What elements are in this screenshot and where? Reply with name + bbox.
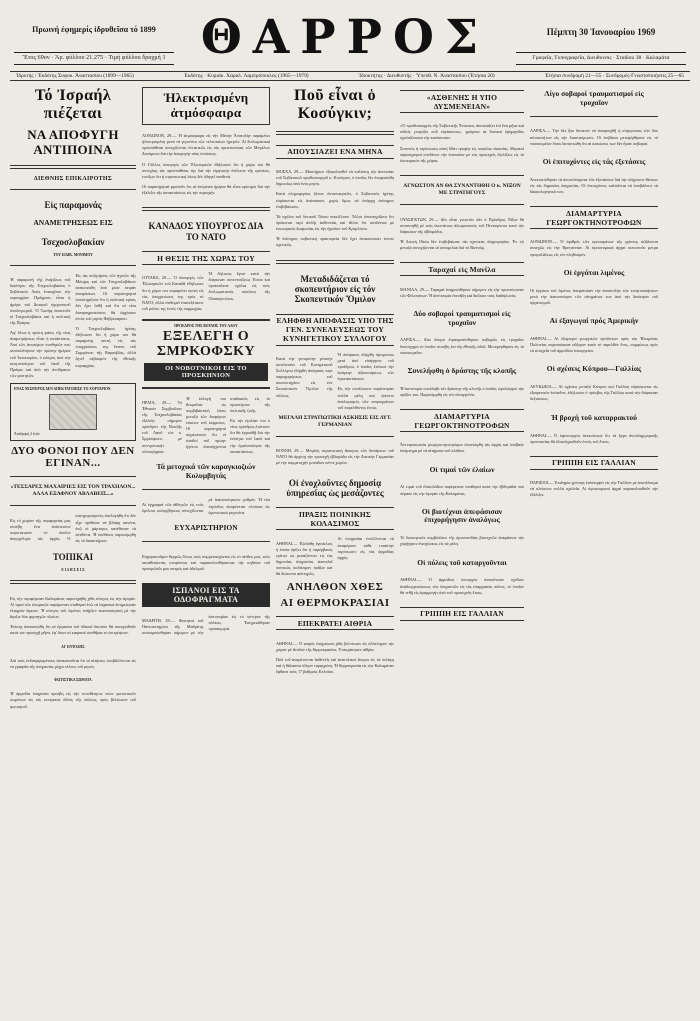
- headline-spaniards-barricades: ΙΣΠΑΝΟΙ ΕΙΣ ΤΑ ΟΔΟΦΡΑΓΜΑΤΑ: [142, 583, 270, 607]
- article-body-exports: [530, 332, 658, 359]
- article-body-czech: [10, 273, 136, 379]
- paragraph: Ἀντιπροσωπεία γεωργοκτηνοτρόφων ἐπεσκέφθη τάς ἀρχάς καί ὑπέβαλε ὑπόμνημα μέ τά αἰτήματα τοῦ κλάδου.: [400, 442, 524, 454]
- headline-nixon-generals: ΑΓΝΩΣΤΟΝ ΑΝ ΘΑ ΣΥΝΑΝΤΗΘΗ Ο κ. ΝΙΞΟΝ ΜΕ ΣΤΡΑΤΗΓΟΥΣ: [403, 183, 521, 197]
- paragraph: ΑΘΗΝΑΙ.— Ὁ ἁρμόδιος ὑπουργός ἀνεκοίνωσε σχέδιον ἀναδιοργανώσεως τῶν ὑπηρεσιῶν εἰς τάς ἐπαρχιακάς πόλεις, τό ὁποῖον θά τεθῇ εἰς ἐφαρμογήν ἀπό τοῦ προσεχοῦς ἔτους.: [400, 577, 524, 595]
- article-body-shooting-range: [276, 352, 394, 411]
- masthead-right: [516, 26, 686, 65]
- headline-olive-oil-prices: Οἱ τιμαί τῶν ἐλαίων: [429, 464, 495, 474]
- article-body-farmers: [400, 438, 524, 459]
- column-2: [142, 87, 270, 1001]
- paragraph: Ἡ δήλωσις ἔγινε κατά τήν διάρκειαν συνεντεύξεως Τύπου καί προεκάλεσε σχόλια εἰς τούς διπλωματικούς κύκλους τῆς Οὐασιγκτῶνος.: [208, 271, 270, 301]
- paragraph: Τά σχόλια τοῦ δυτικοῦ Τύπου ποικίλλουν. Ἄλλοι ὑποστηρίζουν ὅτι πρόκειται περί ἁπλῆς ἀσθενείας καί ἄλλοι ὅτι συνδέεται μέ ἐσωτερικάς διαφωνίας εἰς τήν ἡγεσίαν τοῦ Κρεμλίνου.: [276, 213, 394, 232]
- headline-minor-injuries: Λίγο σοβαροί τραυματισμοί εἰς τροχαῖον: [544, 89, 644, 107]
- paragraph: Οἱ ἐργάται τοῦ λιμένος ἀπεφάσισαν τήν ἀναστολήν τῶν κινητοποιήσεων μετά τήν ἱκανοποίησιν τῶν αἰτημάτων των ἀπό τήν διοίκησιν τοῦ ὀργανισμοῦ.: [530, 287, 658, 305]
- paragraph: ΜΑΝΙΛΑ, 29.— Ταραχαί ἐσημειώθησαν σήμερον εἰς τήν πρωτεύουσαν τῶν Φιλιππίνων. Ἡ ἀστυνομία ἐπενέβη καί διέλυσε τούς διαδηλωτάς.: [400, 286, 524, 298]
- paragraph: Ἡ ἀστυνομία συνέλαβε τόν δράστην τῆς κλοπῆς ὁ ὁποῖος ὡμολόγησε τήν πρᾶξιν του. Παρεπέμφθη εἰς τόν εἰσαγγελέα.: [400, 385, 524, 397]
- paragraph: ΑΘΗΝΑΙ.— Ὁ ὑφυπουργός ἀνεκοίνωσε ὅτι τά ἔργα ἀντιπλημμυρικῆς προστασίας θά ὁλοκληρωθοῦν ἐντός τοῦ ἔτους.: [530, 432, 658, 444]
- paragraph: Ἡ ἐκλογή του θεωρεῖται ὡς συμβιβαστική λύσις μεταξύ τῶν διαφόρων τάσεων τοῦ κόμματος. Οἱ παρατηρηταί σημειώνουν ὅτι οἱ ὀπαδοί τοῦ πρώην ἡγέτου ἐπανέρχονται σταδιακῶς εἰς τό προσκήνιον τῆς πολιτικῆς ζωῆς.: [186, 395, 270, 450]
- headline-middlemen: Οἱ ἐνοχλοῦντες δημοσίᾳ ὑπηρεσίας ὡς μεσάζοντες: [286, 477, 384, 499]
- article-body-exam-results: [530, 173, 658, 200]
- paragraph: ΠΡΑΓΑ, 29.— Τό Ἐθνικόν Συμβούλιον τῆς Τσεχοσλοβακίας ἐξέλεξε σήμερον πρόεδρον τῆς Βουλῆς τοῦ Λαοῦ τόν κ. Σμρκόφσκυ, μέ συντριπτικήν πλειοψηφίαν.: [142, 399, 182, 454]
- headline-kosygin: Ποῦ εἶναι ὁ Κοσύγκιν;: [294, 87, 376, 123]
- paragraph: Τό διοικητικόν συμβούλιον τῆς ὁμοσπονδίας βιοτεχνῶν ἀπεφάσισε τήν χορήγησιν ἐνισχύσεως εἰς τά μέλη.: [400, 535, 524, 547]
- subhead-absent-one-month: ΑΠΟΥΣΙΑΖΕΙ ΕΝΑ ΜΗΝΑ: [276, 145, 394, 159]
- paragraph: Ἡ παραμονή τῆς ἐνάρξεως τοῦ διαλόγου τῆς Τσεχοσλοβακίας ὁ Σοβιετικός Λαός ἐπιταχύνει τήν κυριαρχίαν. Πράγματι, εἶναι ἡ ἡμέρα τοῦ Δυτικοῦ ἡγεμονικοῦ ὑπολογισμοῦ. Ὁ Ἰωσήφ ἀπαντοῦν οἱ Τσεχοσλοβάκοι καί ἡ πολιτική τῆς Πράγας.: [10, 277, 71, 325]
- article-body-manila: [400, 282, 524, 303]
- paragraph: ΟΤΤΑΒΑ, 29.— Ὁ ὑπουργός τῶν Ἐξωτερικῶν τοῦ Καναδᾶ ἐδήλωσεν ὅτι ἡ χώρα του παραμένει πιστή εἰς τάς ὑποχρεώσεις της πρός τό ΝΑΤΟ, ἀλλά ἐπιθυμεῖ ἐπανεξέτασιν τοῦ ρόλου της ἐντός τῆς συμμαχίας.: [142, 275, 204, 311]
- headline-manila-riots: Ταραχαί εἰς Μανίλα: [400, 262, 524, 276]
- section-international: ΔΙΕΘΝΗΣ ΕΠΙΚΑΙΡΟΤΗΣ: [33, 175, 113, 182]
- paragraph: ΟΥΑΣΙΓΚΤΩΝ, 29.— Δέν εἶναι γνωστόν ἐάν ὁ Πρόεδρος Νίξον θά συναντηθῇ μέ τούς ἀνωτάτους ἀξιωματικούς τοῦ Πενταγώνου κατά τήν διάρκειαν τῆς ἑβδομάδος.: [400, 216, 524, 234]
- article-body-swimmers: [142, 497, 270, 516]
- ad-stamp-image: [49, 394, 97, 430]
- paragraph: Ἀφ' ὅλων ἡ πρώτη φάσις τῆς νέας ἀναμετρήσεως εἶναι ἡ κατάστασις. Ἀπό τῶν ἀνωτέρων συνθηκῶν πού συνεκλόνησαν τήν πρώτην ἡμέραν τοῦ Ἰανουαρίου, ὁ κόσμος ἀπό τήν κινητοποίησιν τοῦ λαοῦ τῆς Πράγας καί ἀπό τήν ἀντίδρασιν τῶν φοιτητῶν.: [10, 330, 71, 378]
- paragraph: ΜΟΣΧΑ, 29.— Μυστήριον ἐξακολουθεῖ νά καλύπτῃ τήν ἀπουσίαν τοῦ Σοβιετικοῦ πρωθυπουργοῦ κ. Κοσύγκιν, ὁ ὁποῖος δέν ἐνεφανίσθη δημοσίως ἀπό ἑνός μηνός.: [276, 168, 394, 187]
- paragraph: Εἰς τάς συζητήσεις τῶν ἡγετῶν τῆς Μόσχας καί τῶν Τσεχοσλοβάκων ἀνεκοινώθη ἀπό μίαν σειράν ἀποφάσεων. Οἱ παρατηρηταί ὑποστηρίζουν ὅτι ἡ πολιτική κρίσις δέν ἔχει λυθῆ καί ὅτι αἱ νέαι διαπραγματεύσεις θά ἀρχίσουν ἐντός τοῦ μηνός Φεβρουαρίου.: [75, 273, 136, 321]
- headline-electrified: Ἠλεκτρισμένη: [163, 90, 249, 105]
- headline-smrkovsky: ΕΞΕΛΕΓΗ Ο ΣΜΡΚΟΦΣΚΥ: [156, 328, 256, 360]
- headline-atmosphere: ἀτμόσφαιρα: [170, 104, 242, 120]
- paragraph: Εἰς τήν ὁμιλίαν του ὁ νέος πρόεδρος ἐτόνισεν ὅτι θά ἐργασθῇ διά τήν ἑνότητα τοῦ λαοῦ καί τήν ὁμαλοποίησιν τῆς καταστάσεως.: [230, 418, 270, 454]
- headline-farmers-protest-2: ΔΙΑΜΑΡΤΥΡΙΑ ΓΕΩΡΓΟΚΤΗΝΟΤΡΟΦΩΝ: [530, 206, 658, 229]
- founded-line: Πρωινή ἐφημερίς ἱδρυθεῖσα τό 1899: [32, 25, 156, 35]
- article-body-britain-flu: [530, 235, 658, 262]
- heading-thanks-notice: ΕΥΧΑΡΙΣΤΗΡΙΟΝ: [174, 522, 238, 532]
- article-body-smrkovsky: [142, 396, 270, 456]
- paragraph: Εἰς τήν περιφέρειαν Καλαμάτας παρετηρήθη χθές κίνησις εἰς τήν ἀγοράν. Αἱ τιμαί τῶν ὀπωρικῶν παρέμειναν σταθεραί ἐνῷ τά λαχανικά ἐσημείωσαν ἐλαφράν ὕφεσιν. Ἡ κίνησις τοῦ λιμένος ὑπῆρξεν ἱκανοποιητική μέ τήν ἄφιξιν δύο φορτηγῶν πλοίων.: [10, 595, 136, 619]
- byline: ΤΟΥ ΕΙΔΙΚ. ΜΟΝΙΜΟΥ: [53, 252, 93, 257]
- article-body-olive-oil: [400, 480, 524, 501]
- paragraph: ΜΑΔΡΙΤΗ, 29.— Φοιτηταί τοῦ Πανεπιστημίου τῆς Μαδρίτης συνεκρούσθησαν σήμερον μέ τήν ἀστυνομίαν εἰς τό κέντρον τῆς πόλεως. Ἐσημειώθησαν προσαγωγαί.: [142, 614, 270, 636]
- article-body-lighting: [10, 687, 136, 714]
- headline-cities-abolished: Οἱ πόλεις τοῦ καταργοῦνται: [417, 557, 507, 567]
- paragraph: Εἰς τήν συνέλευσιν παρέστησαν πολλά μέλη καί ἐγένετο ἀπολογισμός τῶν πεπραγμένων τοῦ παρελθόντος ἔτους.: [337, 386, 394, 410]
- subhead-by-order: ΔΙ' ΕΝΤΟΛΗΣ: [61, 644, 85, 649]
- headline-shooting-range: Μεταδιδάζεται τό σκοπευτήριον εἰς τόν Σκοπευτικόν Ὅμιλον: [294, 273, 376, 305]
- paragraph: Ἐπίσης ἀνεκοινώθη ὅτι αἱ ἐργασίαι τοῦ ὁδικοῦ δικτύου θά συνεχισθοῦν κατά τόν προσεχῆ μῆνα, ἐφ' ὅσον αἱ καιρικαί συνθῆκαι τό ἐπιτρέψουν.: [10, 624, 136, 636]
- masthead-credits-bar: [10, 71, 690, 81]
- paragraph: Κατά πληροφορίας ξένων ἀνταποκριτῶν, ὁ Σοβιετικός ἡγέτης εὑρίσκεται εἰς ἀνάπαυσιν, χωρίς ὅμως νά ὑπάρχῃ ἐπίσημος ἐπιβεβαίωσις.: [276, 191, 394, 209]
- credit-publisher: Ἐκδότης · Κυριάκ. Χαραλ. Λαμπρόπουλος (1965—1979): [183, 73, 309, 79]
- article-body-kosygin-comment: [400, 119, 524, 168]
- paragraph: ΒΟΝΝΗ, 29.— Μεγάλη στρατιωτική ἄσκησις τῶν δυνάμεων τοῦ ΝΑΤΟ θά ἀρχίσῃ τήν προσεχῆ ἑβδομάδα εἰς τήν Δυτικήν Γερμανίαν μέ τήν συμμετοχήν μονάδων πέντε χωρῶν.: [276, 448, 394, 466]
- subhead-hunting-club-decision: ΕΛΗΦΘΗ ΑΠΟΦΑΣΙΣ ΥΠΟ ΤΗΣ ΓΕΝ. ΣΥΝΕΛΕΥΣΕΩΣ ΤΟΥ ΚΥΝΗΓΕΤΙΚΟΥ ΣΥΛΛΟΓΟΥ: [276, 314, 394, 346]
- paragraph: Αἱ τιμαί τοῦ ἐλαιολάδου παρέμειναν σταθεραί κατά τήν ἑβδομάδα πού πέρασε εἰς τήν ἀγοράν τῆς Καλαμάτας.: [400, 484, 524, 496]
- paragraph: ΛΟΝΔΙΝΟΝ.— Ὁ ἀριθμός τῶν κρουσμάτων τῆς γρίππης αὐξάνεται συνεχῶς εἰς τήν Βρεταννίαν. Αἱ ὑγειονομικαί ἀρχαί συνιστοῦν μέτρα προφυλάξεως εἰς τόν πληθυσμόν.: [530, 239, 658, 257]
- column-5: [530, 87, 658, 1001]
- article-body-thief: [400, 382, 524, 403]
- article-body-cyprus-france: [530, 380, 658, 407]
- paragraph: Ἡ ἐπίσημος σοβιετική πρακτορεία δέν ἔχει ἀνακοινώσει τίποτε σχετικῶς.: [276, 236, 394, 248]
- column-1: [10, 87, 136, 1001]
- subhead-lighting: ΦΩΤΙΣΤΙΚΑ ΣΩΜΑΤΑ: [54, 678, 92, 683]
- paragraph: Ἀνεκοινώθησαν τά ἀποτελέσματα τῶν ἐξετάσεων διά τήν πλήρωσιν θέσεων εἰς τάς δημοσίας ὑπηρεσίας. Οἱ ἐπιτυχόντες καλοῦνται νά ὑποβάλουν τά δικαιολογητικά των.: [530, 176, 658, 194]
- article-body-two-murders: [10, 513, 136, 545]
- paragraph: Διά τούς ἐνδιαφερομένους ἀνακοινοῦται ὅτι αἱ αἰτήσεις ὑποβάλλονται εἰς τά γραφεῖα τῆς ὑπηρεσίας μέχρι τέλους τοῦ μηνός.: [10, 657, 136, 669]
- headline-port-workers: Οἱ ἐργάται λιμένος: [563, 267, 625, 277]
- section-local-news-sub: Ε Ι Δ Η Σ Ε Ι Σ: [61, 568, 85, 573]
- headline-nato-exercise: ΜΕΓΑΛΗ ΣΤΡΑΤΙΩΤΙΚΗ ΑΣΚΗΣΙΣ ΕΙΣ ΔΥΤ. ΓΕΡΜΑΝΙΑΝ: [278, 414, 392, 428]
- paragraph: Ἡ Λευκή Οἰκία δέν ἐπιβεβαίωσε τάς σχετικάς πληροφορίας. Ἐν τῷ μεταξύ συνεχίζονται αἱ συνομιλίαι διά τό Βιετνάμ.: [400, 239, 524, 251]
- subhead-clear-weather: ΕΠΕΚΡΑΤΕΙ ΑΙΘΡΙΑ: [276, 616, 394, 630]
- headline-traffic-injuries: Δύο σοβαροί τραυματισμοί εἰς τροχαῖον: [413, 309, 511, 327]
- ad-text: ΕΝΑΣ ΝΕΩΤΕΡΟΣ ΔΕΝ ΑΠΕΚΤΑΤΟΠΙΣΕ ΤΟ ΧΟΡΤΑΡΙΟΝ: [14, 386, 111, 391]
- paragraph: Αἱ ὑπηρεσίαι ἐντέλλονται νά ἀναφέρουν κάθε τοιαύτην περίπτωσιν εἰς τάς ἁρμοδίας ἀρχάς.: [337, 536, 394, 560]
- subhead-swimmers: Τά μετοχικά τῶν καραγκιοζιών Κολυμβητάς: [156, 462, 256, 480]
- headline-flu-france-ref: ΓΡΙΠΠΗ ΕΙΣ ΓΑΛΛΙΑΝ: [400, 607, 524, 621]
- column-3: [276, 87, 394, 1001]
- masthead: [0, 0, 700, 67]
- advertisement-box: [10, 383, 136, 441]
- paragraph: Ἡ ἀπόφασις ἐλήφθη ὁμοφώνως μετά ἀπό εἰσήγησιν τοῦ προέδρου, ὁ ὁποῖος ἐτόνισε τήν ἀνάγκην ἀξιοποιήσεως τῶν ἐγκαταστάσεων.: [337, 351, 394, 382]
- column-4: [400, 87, 524, 1001]
- issue-date: Πέμπτη 30 Ἰανουαρίου 1969: [546, 26, 656, 37]
- paragraph: Ποῦ τοῦ ἀναμένονται ἀσθενεῖς καί ἀνατολικοί ἄνεμοι εἰς τά πελάγη καί ἡ θάλασσα ὀλίγον ταραγμένη. Ἡ θερμοκρασία εἰς τήν Καλαμάταν ἔφθασε τούς 17 βαθμούς Κελσίου.: [276, 656, 394, 675]
- headline-exports-america: Αἱ ἐξαγωγαί πρός Ἀμερικήν: [549, 316, 639, 326]
- paragraph: Εἰς τό χωρίον τῆς περιφερείας μας συνέβη ἕνα ἀπίστευτον περιστατικόν τό ὁποῖον ἀπησχόλησε τάς ἀρχάς. Ὁ κατηγορούμενος ἀπελογήθη ὅτι δέν εἶχε πρόθεσιν νά βλάψῃ κανένα, ἐνῷ οἱ μάρτυρες κατέθεσαν τά ἀντίθετα. Ἡ ὑπόθεσις παρεπέμφθη εἰς τό δικαστήριον.: [10, 513, 136, 543]
- article-body-minor-injuries: [530, 124, 658, 151]
- article-body-atmosphere: [142, 129, 270, 201]
- subhead-czechoslovakia: Τσεχοσλοβακίαν: [41, 236, 105, 247]
- article-body-rain-works: [530, 428, 658, 449]
- credit-subscription: Ἐτήσια συνδρομή 21—55 · Συνδρομές-Γνωστοποιήσεις 25—65: [544, 73, 684, 79]
- headline-thief-arrested: Συνελήφθη ὁ δράστης τῆς κλοπῆς: [407, 365, 517, 375]
- article-body-flu-france: [530, 476, 658, 503]
- paragraph: «Ὁ πρωθυπουργός τῆς Σοβιετικῆς Ἑνώσεως ἀπουσιάζει ἐπί ἕνα μῆνα καί οὐδείς γνωρίζει ποῦ εὑρίσκεται», γράφουν αἱ δυτικαί ἐφημερίδες σχολιάζουσαι τήν κατάστασιν.: [400, 123, 524, 141]
- article-body-canada: [142, 271, 270, 312]
- paragraph: ΛΟΝΔΙΝΟΝ, 29.— Ἡ ἀτμόσφαιρα εἰς τήν Μέσην Ἀνατολήν παραμένει ἠλεκτρισμένη μετά τά γεγονότα τῶν τελευταίων ἡμερῶν. Αἱ διπλωματικαί προσπάθειαι συνεχίζονται ἐντατικῶς εἰς τάς πρωτευούσας τῶν Μεγάλων Δυνάμεων διά τήν ἀποφυγήν νέας ἐντάσεως.: [142, 133, 270, 157]
- article-body-local: [10, 591, 136, 640]
- headline-ill-or-disfavor: «ΑΣΘΕΝΗΣ Η ΥΠΟ ΔΥΣΜΕΝΕΙΑΝ»: [400, 90, 524, 113]
- subhead-canada-position: Η ΘΕΣΙΣ ΤΗΣ ΧΩΡΑΣ ΤΟΥ: [142, 251, 270, 265]
- headline-temperatures-2: ΑΙ ΘΕΡΜΟΚΡΑΣΙΑΙ: [280, 597, 390, 610]
- paragraph: ΑΘΗΝΑΙ.— Ἐξεδόθη ἐγκύκλιος ἡ ὁποία ὁρίζει ὅτι ἡ παρέμβασις τρίτων ὡς μεσαζόντων εἰς τάς δημοσίας ὑπηρεσίας ἀποτελεῖ ποινικῶς κολάσιμον πρᾶξιν καί θά διώκεται αὐστηρῶς.: [276, 540, 333, 577]
- ad-caption: Ἀναδρομή 2 ἐτῶν: [14, 431, 40, 436]
- headline-temperatures-1: ΑΝΗΛΘΟΝ ΧΘΕΣ: [286, 581, 384, 594]
- subhead-two-murders: «ΤΕΣΣΑΡΕΣ ΜΑΧΑΙΡΙΕΣ ΕΙΣ ΤΟΝ ΤΡΑΧΗΛΟΝ... ΑΛΛΑ ΕΞΑΦΝΟΥ ΑΒΛΑΒΕΙΣ...»: [10, 484, 136, 498]
- paragraph: ΛΑΡΙΣΑ.— Δύο ἄτομα ἐτραυματίσθησαν σοβαρῶς εἰς τροχαῖον δυστύχημα τό ὁποῖον συνέβη ἐπί τῆς ἐθνικῆς ὁδοῦ. Μετεφέρθησαν εἰς τό νοσοκομεῖον.: [400, 337, 524, 355]
- subhead-novotny: ΟΙ ΝΟΒΟΤΝΙΚΟΙ ΕΙΣ ΤΟ ΠΡΟΣΚΗΝΙΟΝ: [144, 363, 268, 381]
- credit-owner: Ἰδιοκτήτης · Διευθυντής · Ὑπεύθ. Ν. Ἀναστασίου (Ἐτήσια 20): [358, 73, 495, 79]
- article-body-craftsmen: [400, 531, 524, 552]
- article-body-order: [10, 654, 136, 675]
- headline-israel-2: ΝΑ ΑΠΟΦΥΓΗ ΑΝΤΙΠΟΙΝΑ: [27, 126, 119, 157]
- article-body-traffic: [400, 333, 524, 360]
- paragraph: ΛΑΡΙΣΑ.— Τήν δέν ἦτο δυνατόν νά ἀποφευχθῇ ἡ σύγκρουσις τῶν δύο αὐτοκινήτων εἰς τήν διασταύρωσιν. Οἱ ἐπιβάται μετεφέρθησαν εἰς τό νοσοκομεῖον ὅπου διεπιστώθη ὅτι αἱ κακώσεις των δέν ἦσαν σοβαραί.: [530, 128, 658, 146]
- subhead-paramonas: Εἰς παραμονάς: [44, 199, 102, 210]
- article-body-nixon: [400, 212, 524, 255]
- paragraph: Εὐχαριστοῦμεν θερμῶς ὅλους τούς συμμετασχόντας εἰς τό πένθος μας, τούς καταθέσαντας στεφάνους καί παρακολουθήσαντας τήν κηδείαν τοῦ προσφιλοῦς μας πατρός καί ἀδελφοῦ.: [142, 553, 270, 571]
- paragraph: ΛΕΥΚΩΣΙΑ.— Αἱ σχέσεις μεταξύ Κύπρου καί Γαλλίας εὑρίσκονται εἰς ἐξαιρετικόν ἐπίπεδον, ἐδήλωσεν ὁ πρέσβυς τῆς Γαλλίας κατά τήν διάρκειαν δεξιώσεως.: [530, 384, 658, 402]
- article-body-middlemen: [276, 536, 394, 577]
- article-body-port-workers: [530, 283, 658, 310]
- paragraph: ΑΘΗΝΑΙ.— Αἱ ἐξαγωγαί γεωργικῶν προϊόντων πρός τάς Ἡνωμένας Πολιτείας παρουσίασαν αὔξησιν κατά τό παρελθόν ἔτος, συμφώνως πρός τά στοιχεῖα τοῦ ἁρμοδίου ὑπουργείου.: [530, 335, 658, 354]
- boxed-headline-atmosphere: [142, 87, 270, 125]
- subhead-criminal-act: ΠΡΑΞΙΣ ΠΟΙΝΙΚΗΣ ΚΟΛΑΣΙΜΟΣ: [276, 507, 394, 530]
- article-body-thanks: [142, 549, 270, 576]
- headline-israel-1: Τό Ἰσραήλ πιέζεται: [34, 87, 112, 123]
- paragraph: ΑΘΗΝΑΙ.— Ὁ καιρός ἐσημείωσε χθές βελτίωσιν εἰς ὁλόκληρον τήν χώραν μέ ἄνοδον τῆς θερμοκρασίας. Ἐπεκράτησεν αἰθρία.: [276, 640, 394, 652]
- article-body-spain: [142, 614, 270, 636]
- article-body-nato-exercise: [276, 444, 394, 471]
- kicker-parliament-president: ΠΡΟΕΔΡΟΣ ΤΗΣ ΒΟΥΛΗΣ ΤΟΥ ΛΑΟΥ: [174, 323, 238, 328]
- paragraph: Οἱ παρατηρηταί φρονοῦν ὅτι αἱ ἑπόμεναι ἡμέραι θά εἶναι κρίσιμοι διά τήν ἐξέλιξιν τῆς καταστάσεως εἰς τήν περιοχήν.: [142, 184, 270, 196]
- section-local-news: ΤΟΠΙΚΑΙ: [52, 552, 94, 563]
- newspaper-title: ΘΑΡΡΟΣ: [200, 10, 490, 65]
- headline-craftsmen-subsidy: Οἱ βιοτέχναι ἀπεφάσισαν ἐπιχορήγησιν ἀναλόγως: [421, 506, 503, 525]
- article-body-cities: [400, 573, 524, 600]
- headline-two-murders: ΔΥΟ ΦΟΝΟΙ ΠΟΥ ΔΕΝ ΕΓΙΝΑΝ...: [11, 444, 135, 470]
- article-columns: [0, 81, 700, 1009]
- masthead-left: [14, 25, 174, 65]
- paragraph: Κατά τήν γενομένην γενικήν συνέλευσιν τοῦ Κυνηγετικοῦ Συλλόγου ἐλήφθη ἀπόφασις περί παραχωρήσεως τοῦ σκοπευτηρίου εἰς τόν Σκοπευτικόν Ὅμιλον τῆς πόλεως.: [276, 355, 333, 398]
- headline-rain-works: Ἡ βροχή τοῦ καταρρακτού: [550, 412, 638, 422]
- paragraph: Αἱ ἐγγραφαί τῶν ἀθλητῶν εἰς τούς ὁμίλους κολυμβήσεως συνεχίζονται μέ ἱκανοποιητικόν ρυθμόν. Ἡ νέα περίοδος ἀναμένεται πλούσια εἰς ἀγωνιστικά γεγονότα.: [142, 497, 270, 515]
- boxed-headline-smrkovsky: [142, 319, 270, 389]
- paragraph: Ὁ Τσεχοσλοβάκος ἡγέτης ἐδήλωσεν ὅτι ἡ χώρα του θά παραμείνῃ πιστή εἰς τάς ὑποχρεώσεις της ἔναντι τοῦ Συμφώνου τῆς Βαρσοβίας, ἀλλά ζητεῖ σεβασμόν τῆς ἐθνικῆς κυριαρχίας.: [75, 325, 136, 368]
- paragraph: Ἡ ἁρμοδία ὑπηρεσία προέβη εἰς τήν τοποθέτησιν νέων φωτιστικῶν σωμάτων εἰς τάς κεντρικάς ὁδούς τῆς πόλεως, πρός βελτίωσιν τοῦ φωτισμοῦ.: [10, 691, 136, 709]
- headline-farmers-protest: ΔΙΑΜΑΡΤΥΡΙΑ ΓΕΩΡΓΟΚΤΗΝΟΤΡΟΦΩΝ: [400, 409, 524, 432]
- article-body-kosygin: [276, 165, 394, 253]
- paragraph: Ὁ Γάλλος ὑπουργός τῶν Ἐξωτερικῶν ἐδήλωσεν ὅτι ἡ χώρα του θά συνεχίσῃ τάς προσπαθείας της διά τήν εἰρηνικήν ἐπίλυσιν τῆς κρίσεως, τονίζων ὅτι ἡ στρατιωτική λύσις δέν ὁδηγεῖ πουθενά.: [142, 161, 270, 179]
- headline-cyprus-france: Οἱ σχέσεις Κύπρου—Γαλλίας: [546, 364, 642, 374]
- headline-canada-nato: ΚΑΝΑΔΟΣ ΥΠΟΥΡΓΟΣ ΔΙΑ ΤΟ ΝΑΤΟ: [148, 221, 264, 242]
- headline-flu-france: ΓΡΙΠΠΗ ΕΙΣ ΓΑΛΛΙΑΝ: [530, 456, 658, 470]
- credit-founder: Ἰδρυτής / Ἐκδότης Σοφοκ. Ἀναστασίου (1899—1965): [16, 73, 134, 79]
- paragraph: ΠΑΡΙΣΙΟΙ.— Ἐπιδημία γρίππης ἐνέσκηψεν εἰς τήν Γαλλίαν μέ ἀποτέλεσμα νά κλείσουν πολλά σχολεῖα. Αἱ ὑγειονομικαί ἀρχαί παρακολουθοῦν τήν ἐξέλιξιν.: [530, 480, 658, 498]
- headline-exam-results: Οἱ ἐπιτυχόντες εἰς τάς ἐξετάσεις: [542, 156, 646, 166]
- article-body-weather: [276, 636, 394, 679]
- office-address: Γραφεῖα, Τυπογραφεῖα, Διευθυνσις · Σταδίου 38 · Καλαμάτα: [516, 52, 686, 65]
- paragraph: Συνεπῶς ἡ περίπτωσις αὐτή δίδει τροφήν εἰς ποικίλας εἰκασίας. Μερικοί παρατηρηταί συνδέουν τήν ἀπουσίαν μέ τάς προσεχεῖς ἐξελίξεις εἰς τό ἐσωτερικόν τῆς χώρας.: [400, 145, 524, 163]
- issue-line: Ἔτος 69ον · Ἀρ. φύλλου 21.275 · Τιμή φύλλου δραχμή 1: [14, 52, 174, 65]
- subhead-anametrisis: ΑΝΑΜΕΤΡΗΣΕΩΣ ΕΙΣ: [33, 218, 113, 227]
